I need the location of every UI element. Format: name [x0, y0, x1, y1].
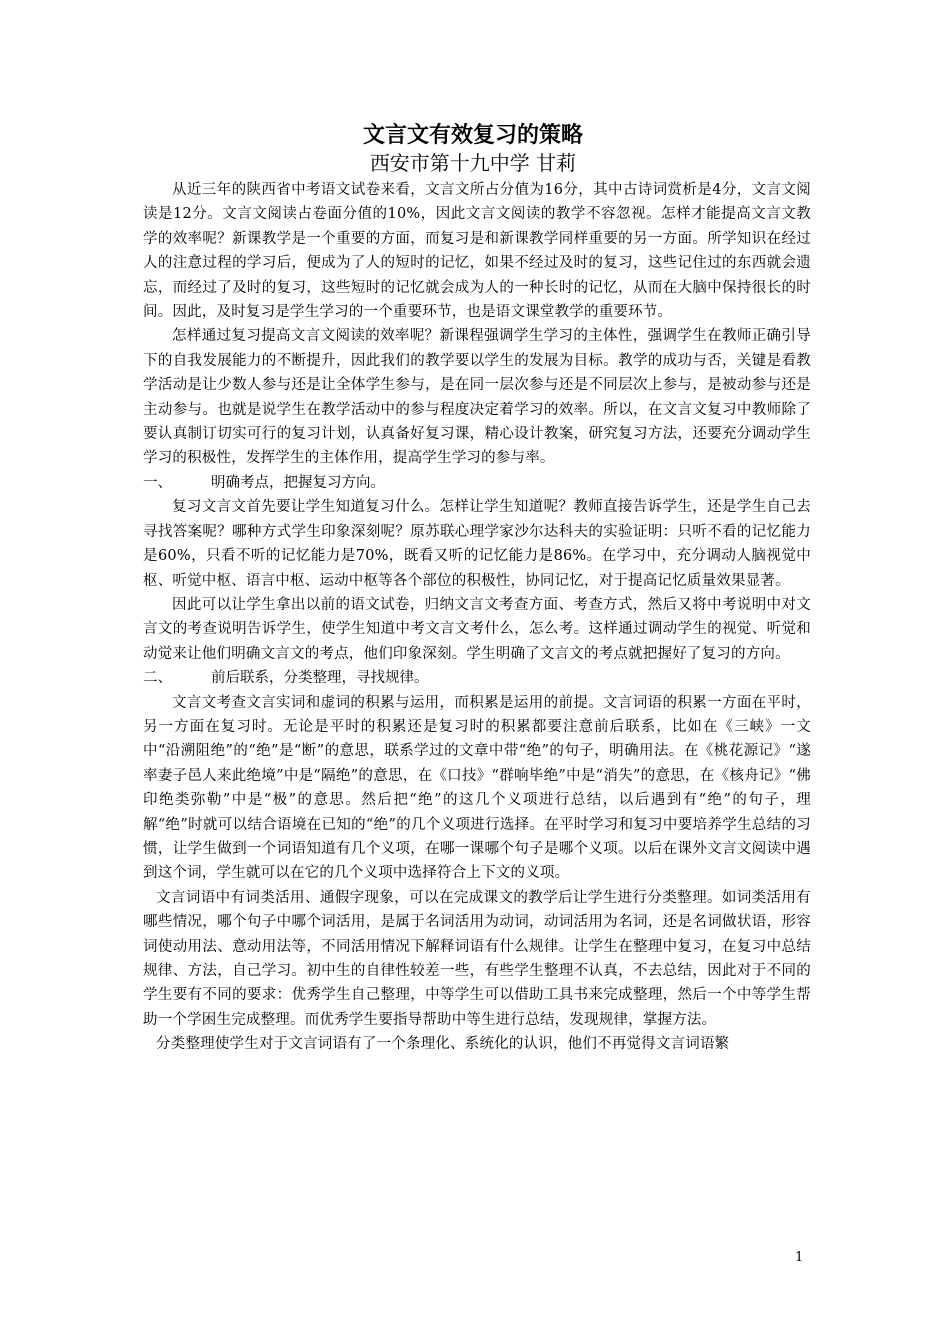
section-title-2: 前后联系，分类整理，寻找规律。: [211, 670, 429, 687]
document-title: 文言文有效复习的策略: [362, 122, 583, 148]
document-body: [143, 120, 811, 1057]
paragraph-4: 因此可以让学生拿出以前的语文试卷，归纳文言文考查方面、考查方式，然后又将中考说明中对文言文的考查说明告诉学生，使学生知道中考文言文考什么，怎么考。这样通过调动学生的视觉、听觉和动觉来让他们明确文言文的考点，他们印象深刻。学生明确了文言文的考点就把握好了复习的方向。: [143, 596, 811, 662]
paragraph-7: 分类整理使学生对于文言词语有了一个条理化、系统化的认识，他们不再觉得文言词语繁: [156, 1036, 730, 1053]
section-heading-1: [143, 471, 811, 495]
section-heading-2: [143, 666, 811, 690]
paragraph-6: 文言词语中有词类活用、通假字现象，可以在完成课文的教学后让学生进行分类整理。如词类活用有哪些情况，哪个句子中哪个词活用，是属于名词活用为动词，动词活用为名词，还是名词做状语，形容词使动用法、意动用法等，不同活用情况下解释词语有什么规律。让学生在整理中复习，在复习中总结规律、方法，自己学习。初中生的自律性较差一些，有些学生整理不认真，不去总结，因此对于不同的学生要有不同的要求：优秀学生自己整理，中等学生可以借助工具书来完成整理，然后一个中等学生帮助一个学困生完成整理。而优秀学生要指导帮助中等生进行总结，发现规律，掌握方法。: [143, 889, 811, 1028]
section-title-1: 明确考点，把握复习方向。: [211, 474, 385, 491]
paragraph-1: 从近三年的陕西省中考语文试卷来看，文言文所占分值为16分，其中古诗词赏析是4分，文言文阅读是12分。文言文阅读占卷面分值的10%，因此文言文阅读的教学不容忽视。怎样才能提高文言文教学的效率呢？新课教学是一个重要的方面，而复习是和新课教学同样重要的另一方面。所学知识在经过人的注意过程的学习后，便成为了人的短时的记忆，如果不经过及时的复习，这些记住过的东西就会遗忘，而经过了及时的复习，这些短时的记忆就会成为人的一种长时的记忆，从而在大脑中保持很长的时间。因此，及时复习是学生学习的一个重要环节，也是语文课堂教学的重要环节。: [143, 182, 811, 321]
paragraph-3: 复习文言文首先要让学生知道复习什么。怎样让学生知道呢？教师直接告诉学生，还是学生自己去寻找答案呢？哪种方式学生印象深刻呢？原苏联心理学家沙尔达科夫的实验证明：只听不看的记忆能力是60%，只看不听的记忆能力是70%，既看又听的记忆能力是86%。在学习中，充分调动人脑视觉中枢、听觉中枢、语言中枢、运动中枢等各个部位的积极性，协同记忆，对于提高记忆质量效果显著。: [143, 499, 811, 589]
section-number-2: 二、: [143, 670, 172, 687]
section-number-1: 一、: [143, 474, 172, 491]
paragraph-5: 文言文考查文言实词和虚词的积累与运用，而积累是运用的前提。文言词语的积累一方面在平时，另一方面在复习时。无论是平时的积累还是复习时的积累都要注意前后联系，比如在《三峡》一文中“沿溯阻绝”的“绝”是“断”的意思，联系学过的文章中带“绝”的句子，明确用法。在《桃花源记》“遂率妻子邑人来此绝境”中是“隔绝”的意思，在《口技》“群响毕绝”中是“消失”的意思，在《核舟记》“佛印绝类弥勒”中是“极”的意思。然后把“绝”的这几个义项进行总结，以后遇到有“绝”的句子，理解“绝”时就可以结合语境在已知的“绝”的几个义项进行选择。在平时学习和复习中要培养学生总结的习惯，让学生做到一个词语知道有几个义项，在哪一课哪个句子是哪个义项。以后在课外文言文阅读中遇到这个词，学生就可以在它的几个义项中选择符合上下文的义项。: [143, 694, 811, 882]
page-number: 1: [795, 1250, 804, 1265]
document-author: 西安市第十九中学 甘莉: [369, 151, 577, 175]
paragraph-2: 怎样通过复习提高文言文阅读的效率呢？新课程强调学生学习的主体性，强调学生在教师正确引导下的自我发展能力的不断提升，因此我们的教学要以学生的发展为目标。教学的成功与否，关键是看教学活动是让少数人参与还是让全体学生参与，是在同一层次参与还是不同层次上参与，是被动参与还是主动参与。也就是说学生在教学活动中的参与程度决定着学习的效率。所以，在文言文复习中教师除了要认真制订切实可行的复习计划，认真备好复习课，精心设计教案，研究复习方法，还要充分调动学生学习的积极性，发挥学生的主体作用，提高学生学习的参与率。: [143, 328, 811, 467]
